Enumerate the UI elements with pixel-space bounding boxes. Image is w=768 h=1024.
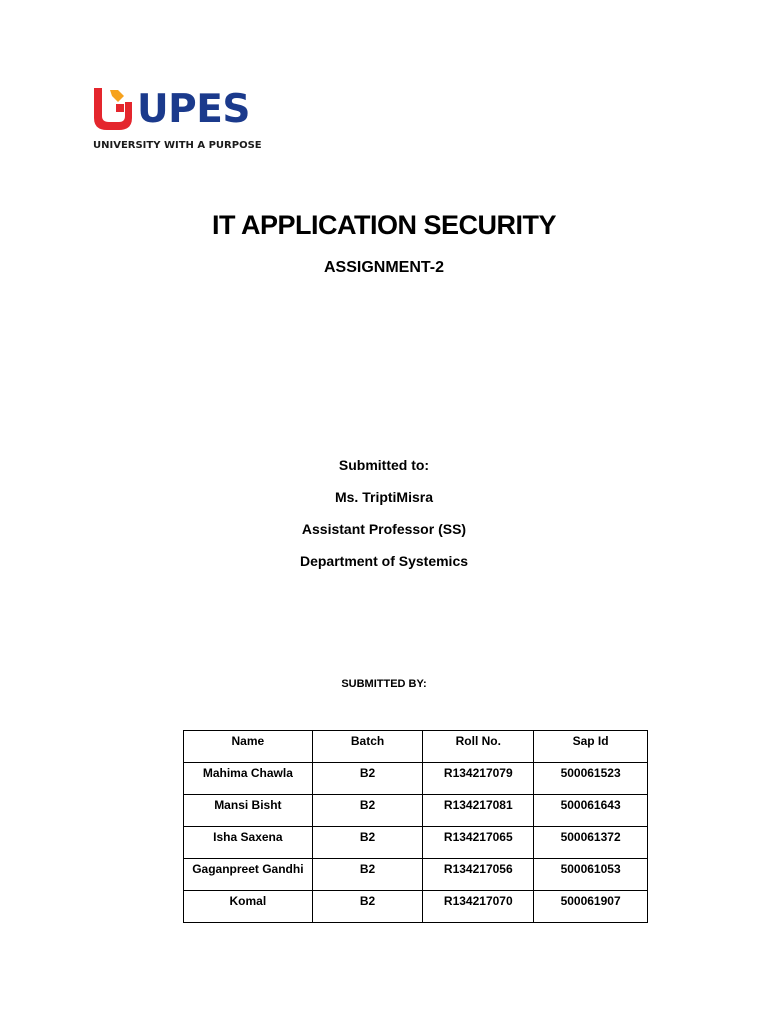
cell-sap-id: 500061053 [534,859,648,891]
members-table [183,730,648,923]
header-name: Name [184,731,313,763]
table-row [184,891,648,923]
cell-name: Mansi Bisht [184,795,313,827]
logo-tagline: UNIVERSITY WITH A PURPOSE [93,140,262,151]
submitted-to-block [0,455,768,583]
header-roll-no: Roll No. [423,731,534,763]
upes-logo [92,86,272,154]
cell-name: Komal [184,891,313,923]
cell-batch: B2 [312,891,423,923]
upes-emblem-icon [92,86,134,132]
cell-batch: B2 [312,859,423,891]
cell-batch: B2 [312,827,423,859]
cell-batch: B2 [312,763,423,795]
cell-name: Gaganpreet Gandhi [184,859,313,891]
submitted-to-heading: Submitted to: [338,457,430,473]
logo-wordmark: UPES [137,87,250,132]
cell-roll-no: R134217081 [423,795,534,827]
table-row [184,827,648,859]
cell-roll-no: R134217070 [423,891,534,923]
cell-sap-id: 500061643 [534,795,648,827]
header-batch: Batch [312,731,423,763]
cell-roll-no: R134217079 [423,763,534,795]
document-title: IT APPLICATION SECURITY [211,210,556,240]
cell-name: Mahima Chawla [184,763,313,795]
cell-sap-id: 500061372 [534,827,648,859]
assignment-subtitle: ASSIGNMENT-2 [323,259,444,276]
cell-name: Isha Saxena [184,827,313,859]
submitted-by-label: SUBMITTED BY: [341,678,427,690]
department-name: Department of Systemics [299,553,469,569]
table-row [184,763,648,795]
table-row [184,859,648,891]
professor-name: Ms. TriptiMisra [334,489,434,505]
table-row [184,795,648,827]
cell-sap-id: 500061523 [534,763,648,795]
cell-roll-no: R134217056 [423,859,534,891]
cell-sap-id: 500061907 [534,891,648,923]
header-sap-id: Sap Id [534,731,648,763]
cell-roll-no: R134217065 [423,827,534,859]
table-header-row [184,731,648,763]
professor-designation: Assistant Professor (SS) [301,521,467,537]
cell-batch: B2 [312,795,423,827]
